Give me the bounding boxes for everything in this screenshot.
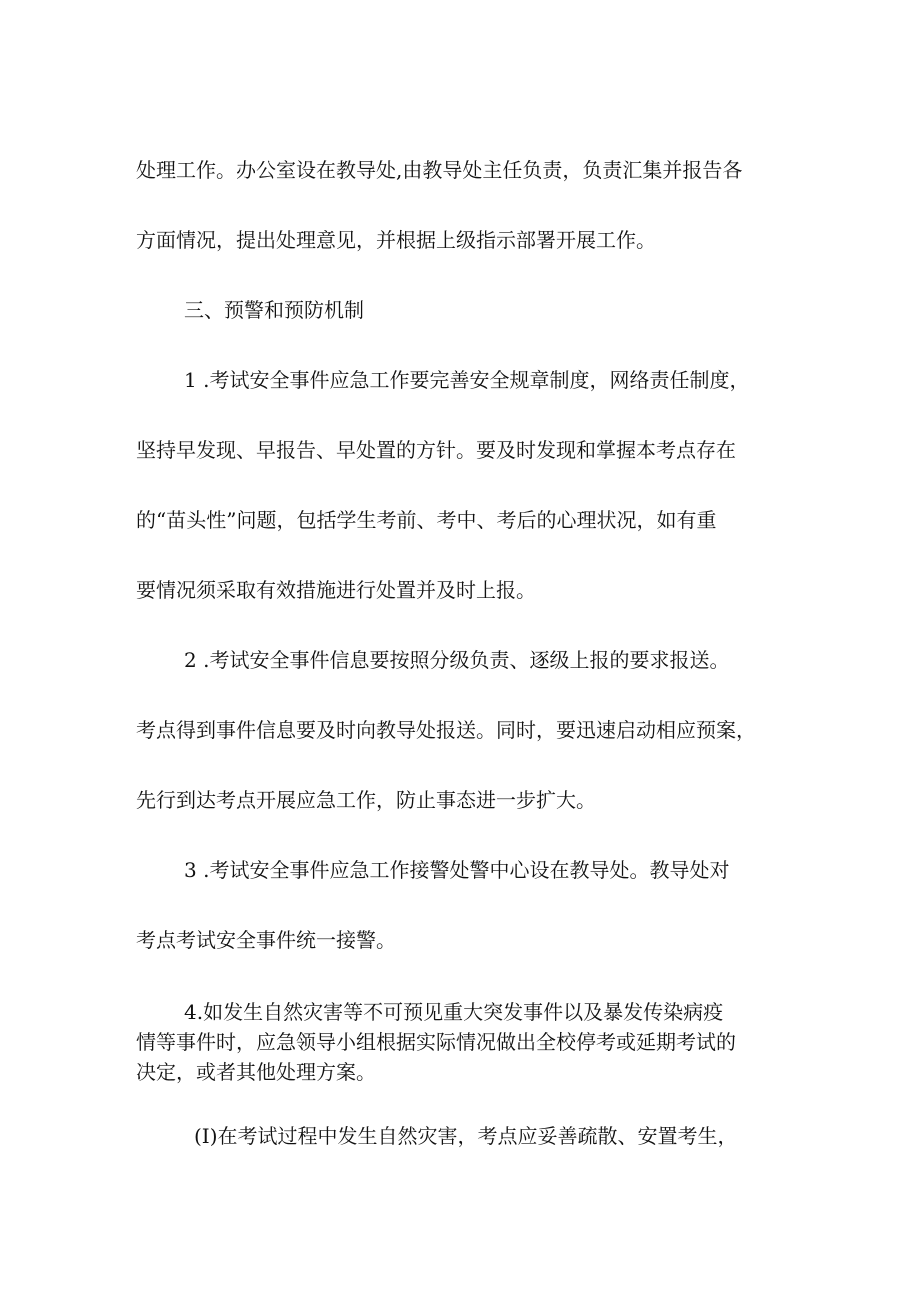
paragraph-line: 1 .考试安全事件应急工作要完善安全规章制度，网络责任制度， <box>184 368 750 392</box>
paragraph-line: 考点考试安全事件统一接警。 <box>136 928 396 952</box>
paragraph-line: 先行到达考点开展应急工作，防止事态进一步扩大。 <box>136 788 596 812</box>
paragraph-line: 方面情况，提出处理意见，并根据上级指示部署开展工作。 <box>136 228 656 252</box>
paragraph-line: 处理工作。办公室设在教导处,由教导处主任负责，负责汇集并报告各 <box>136 158 743 182</box>
paragraph-line: 4.如发生自然灾害等不可预见重大突发事件以及暴发传染病疫 <box>184 1000 724 1024</box>
paragraph-line: 2 .考试安全事件信息要按照分级负责、逐级上报的要求报送。 <box>184 648 730 672</box>
section-heading: 三、预警和预防机制 <box>184 298 364 322</box>
paragraph-line: 要情况须采取有效措施进行处置并及时上报。 <box>136 578 536 602</box>
paragraph-line: 的“苗头性”问题，包括学生考前、考中、考后的心理状况，如有重 <box>136 508 717 532</box>
paragraph-line: (I)在考试过程中发生自然灾害，考点应妥善疏散、安置考生， <box>194 1124 738 1148</box>
paragraph-line: 考点得到事件信息要及时向教导处报送。同时，要迅速启动相应预案， <box>136 718 756 742</box>
paragraph-line: 坚持早发现、早报告、早处置的方针。要及时发现和掌握本考点存在 <box>136 438 736 462</box>
paragraph-line: 情等事件时，应急领导小组根据实际情况做出全校停考或延期考试的 <box>136 1030 736 1054</box>
paragraph-line: 决定，或者其他处理方案。 <box>136 1060 376 1084</box>
paragraph-line: 3 .考试安全事件应急工作接警处警中心设在教导处。教导处对 <box>184 858 730 882</box>
